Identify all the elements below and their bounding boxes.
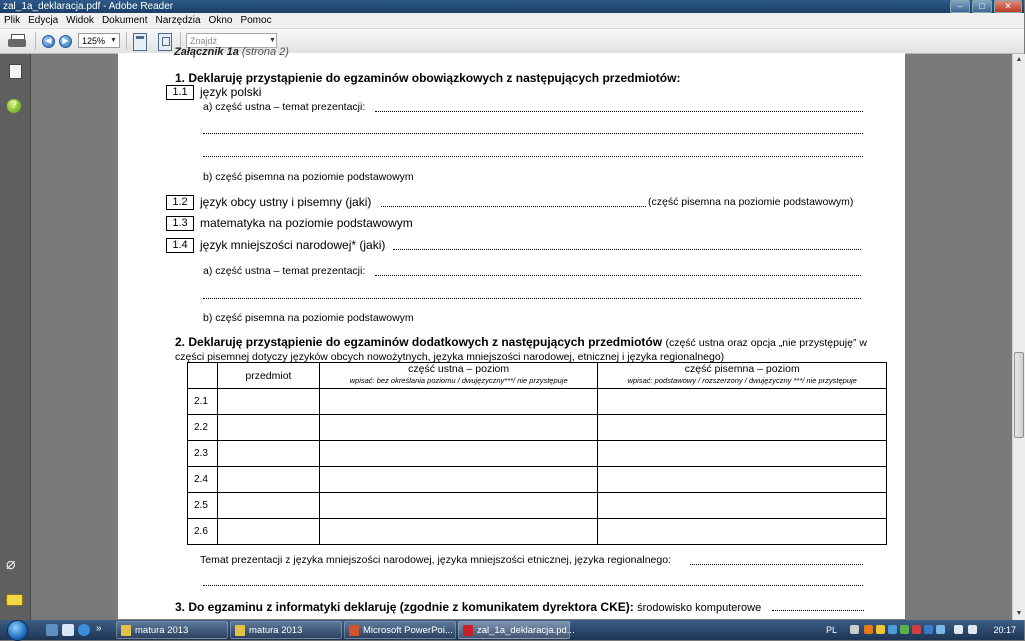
oral-level-cell[interactable] [319,441,598,467]
fit-page-icon[interactable] [158,33,172,51]
menu-okno[interactable]: Okno [208,15,233,26]
fill-line[interactable] [375,275,861,276]
item-number-box: 1.3 [166,216,194,231]
taskbar [0,620,1024,640]
fill-line[interactable] [381,206,646,207]
table-row [188,493,887,519]
previous-page-icon[interactable]: ◀ [42,35,55,48]
quicklaunch-more-icon[interactable]: » [96,623,102,634]
folder-icon [121,625,131,636]
subject-cell[interactable] [217,467,319,493]
fill-line[interactable] [203,156,863,157]
row-number: 2.6 [188,519,218,545]
tray-app-icon[interactable] [912,625,921,634]
adobe-reader-icon [463,625,473,636]
fill-line[interactable] [203,585,863,586]
minority-oral-label: a) część ustna – temat prezentacji: [203,265,366,277]
polish-written-label: b) część pisemna na poziomie podstawowym [203,171,414,183]
written-level-cell[interactable] [598,519,887,545]
attachment-icon[interactable]: ⌀ [6,556,16,573]
table-row [188,467,887,493]
page-header-title: Załącznik 1a [174,46,239,58]
network-icon[interactable] [954,625,963,634]
item-label: język obcy ustny i pisemny (jaki) [200,195,372,209]
written-level-cell[interactable] [598,467,887,493]
tray-app-icon[interactable] [864,625,873,634]
windows-orb-icon [7,620,28,641]
fill-line[interactable] [690,564,863,565]
taskbar-button[interactable]: Microsoft PowerPoi... [344,621,456,639]
section1-title: 1. Deklaruję przystąpienie do egzaminów obowiązkowych z następujących przedmiotów: [175,71,681,85]
table-header-empty [188,363,218,389]
section3-title: 3. Do egzaminu z informatyki deklaruję (zgodnie z komunikatem dyrektora CKE): [175,600,634,614]
window-title: zal_1a_deklaracja.pdf - Adobe Reader [3,1,174,12]
navigation-pane [0,54,31,620]
comment-icon[interactable] [6,594,23,606]
toolbar-separator [126,32,127,50]
menu-widok[interactable]: Widok [66,15,94,26]
item-label: język mniejszości narodowej* (jaki) [200,238,386,252]
table-header-oral-hint: wpisać: bez określania poziomu / dwujęzyczny***/ nie przystępuje [349,376,568,385]
section2-note: (część ustna oraz opcja „nie przystępuję” w części pisemnej dotyczy języków obcych nowożytnych, języka mniejszości narodowej, etnicznej i języka regionalnego) [175,337,868,363]
oral-level-cell[interactable] [319,519,598,545]
section2-heading [175,336,867,364]
item-number-box: 1.1 [166,85,194,100]
toolbar [0,29,1024,54]
section2-title: 2. Deklaruję przystąpienie do egzaminów dodatkowych z następujących przedmiotów [175,335,663,349]
zoom-field[interactable]: 125% [78,33,120,48]
oral-level-cell[interactable] [319,415,598,441]
toolbar-separator [35,32,36,50]
item-number-box: 1.4 [166,238,194,253]
item-label: matematyka na poziomie podstawowym [200,216,413,230]
section3-option: środowisko komputerowe [637,602,762,614]
language-indicator[interactable]: PL [826,625,838,635]
table-row [188,389,887,415]
oral-level-cell[interactable] [319,389,598,415]
table-header-subject: przedmiot [217,363,319,389]
system-tray [820,620,1024,640]
minority-written-label: b) część pisemna na poziomie podstawowym [203,312,414,324]
vertical-scrollbar[interactable] [1012,54,1025,620]
scrollbar-thumb[interactable] [1014,352,1024,438]
subject-cell[interactable] [217,389,319,415]
next-page-icon[interactable]: ▶ [59,35,72,48]
start-button[interactable] [3,620,31,640]
table-header-written [598,363,887,389]
volume-icon[interactable] [968,625,977,634]
fit-width-icon[interactable] [133,33,147,51]
written-level-cell[interactable] [598,415,887,441]
fill-line[interactable] [393,249,861,250]
item-number-box: 1.2 [166,195,194,210]
polish-oral-label: a) część ustna – temat prezentacji: [203,101,366,113]
taskbar-button[interactable]: matura 2013 [230,621,342,639]
show-desktop-icon[interactable] [46,624,58,636]
explorer-icon[interactable] [62,624,74,636]
subject-cell[interactable] [217,493,319,519]
fill-line[interactable] [772,610,864,611]
search-dropdown-icon[interactable]: ▼ [269,37,276,44]
foreign-written-note: (część pisemna na poziomie podstawowym) [648,196,854,208]
pdf-page [118,46,905,619]
clock[interactable]: 20:17 [993,625,1016,635]
table-row [188,519,887,545]
scroll-down-icon[interactable]: ▼ [1015,610,1023,617]
help-icon[interactable]: ? [7,99,21,113]
tray-arrow-icon[interactable] [850,625,859,634]
tray-app-icon[interactable] [900,625,909,634]
title-bar [0,0,1024,13]
row-number: 2.2 [188,415,218,441]
additional-exams-table [187,362,887,545]
table-header-written-label: część pisemna – poziom [684,363,800,375]
table-header-oral-label: część ustna – poziom [408,363,510,375]
row-number: 2.5 [188,493,218,519]
table-row [188,415,887,441]
written-level-cell[interactable] [598,389,887,415]
pages-icon[interactable] [9,64,22,79]
zoom-dropdown-icon[interactable]: ▼ [110,37,117,44]
menu-edycja[interactable]: Edycja [28,15,59,26]
tray-app-icon[interactable] [888,625,897,634]
item-label: język polski [200,85,262,99]
oral-level-cell[interactable] [319,493,598,519]
row-number: 2.1 [188,389,218,415]
fill-line[interactable] [375,111,863,112]
page-header [174,46,289,58]
row-number: 2.3 [188,441,218,467]
print-icon[interactable] [8,32,28,50]
tray-app-icon[interactable] [924,625,933,634]
section3-heading [175,600,761,614]
browser-icon[interactable] [78,624,90,636]
subject-cell[interactable] [217,441,319,467]
taskbar-button[interactable]: matura 2013 [116,621,228,639]
subject-cell[interactable] [217,415,319,441]
fill-line[interactable] [203,133,863,134]
written-level-cell[interactable] [598,493,887,519]
table-row [188,441,887,467]
menu-bar [0,13,1024,29]
tray-app-icon[interactable] [936,625,945,634]
table-header-oral [319,363,598,389]
minimize-button[interactable]: – [950,0,970,13]
presentation-topic-label: Temat prezentacji z języka mniejszości narodowej, języka mniejszości etnicznej, języka regionalnego: [200,554,671,566]
taskbar-button-active[interactable]: zal_1a_deklaracja.pd... [458,621,570,639]
tray-app-icon[interactable] [876,625,885,634]
menu-narzedzia[interactable]: Narzędzia [155,15,201,26]
folder-icon [235,625,245,636]
page-header-subtitle: (strona 2) [241,46,289,58]
row-number: 2.4 [188,467,218,493]
maximize-button[interactable]: □ [972,0,992,13]
menu-pomoc[interactable]: Pomoc [240,15,272,26]
close-button[interactable]: ✕ [994,0,1022,13]
powerpoint-icon [349,625,359,636]
fill-line[interactable] [203,298,861,299]
subject-cell[interactable] [217,519,319,545]
written-level-cell[interactable] [598,441,887,467]
scroll-up-icon[interactable]: ▲ [1015,56,1023,63]
oral-level-cell[interactable] [319,467,598,493]
table-header-written-hint: wpisać: podstawowy / rozszerzony / dwujęzyczny ***/ nie przystępuje [627,376,857,385]
menu-plik[interactable]: Plik [4,15,21,26]
menu-dokument[interactable]: Dokument [101,15,148,26]
